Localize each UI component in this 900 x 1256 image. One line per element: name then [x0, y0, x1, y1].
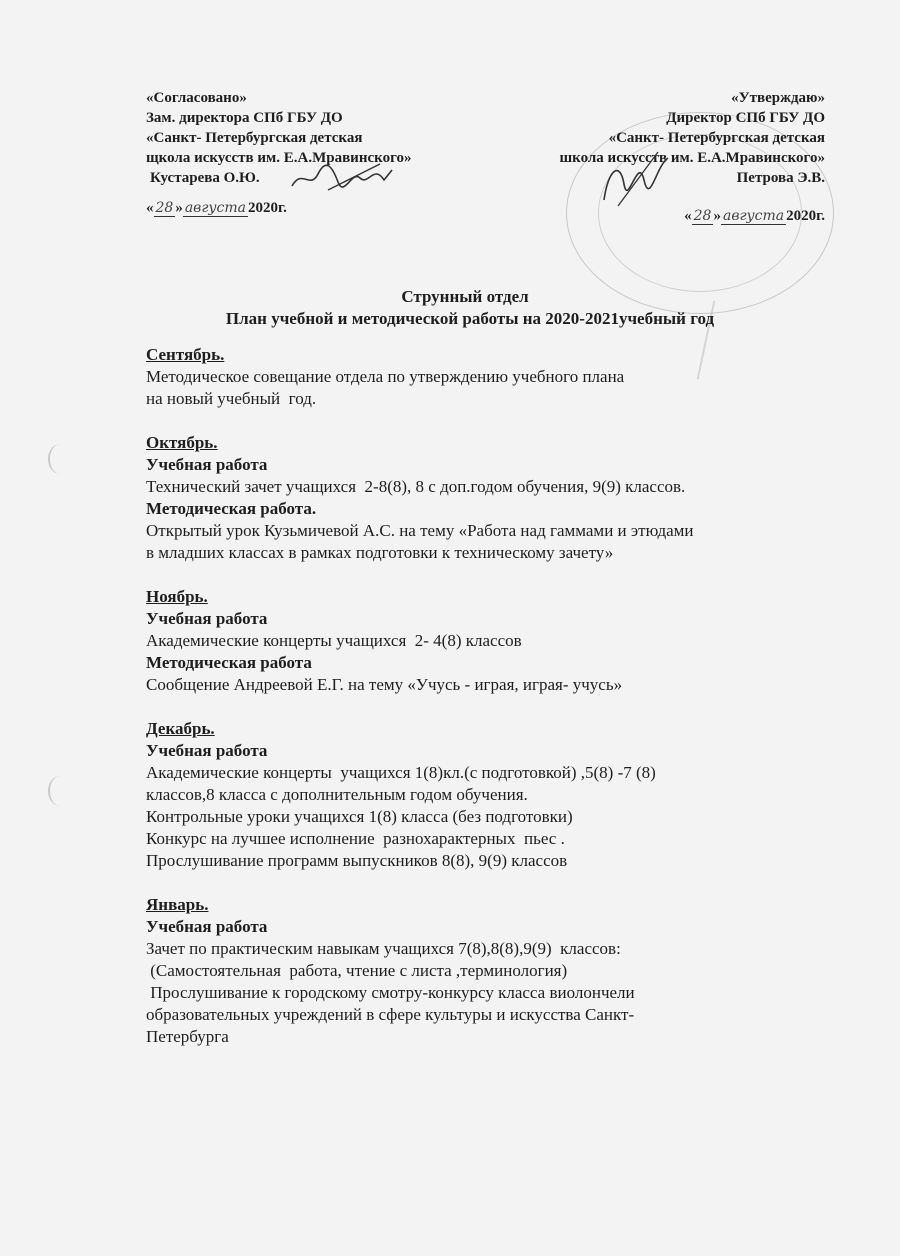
- october-method-text: Открытый урок Кузьмичевой А.С. на тему «Работа над гаммами и этюдами в младших классах в рамках подготовки к техническому зачету»: [146, 521, 694, 562]
- month-heading-november: Ноябрь.: [146, 587, 208, 606]
- agreed-date-day: 28: [155, 200, 174, 216]
- approved-position: Директор СПб ГБУ ДО: [666, 110, 825, 126]
- november-method-heading: Методическая работа: [146, 653, 312, 672]
- approved-org-line1: «Санкт- Петербургская детская: [608, 130, 825, 146]
- approved-date-month: августа: [722, 208, 785, 224]
- agreed-date-year: 2020г.: [247, 200, 287, 216]
- month-heading-january: Январь.: [146, 895, 209, 914]
- approved-signer-name: Петрова Э.В.: [736, 170, 825, 186]
- november-method-text: Сообщение Андреевой Е.Г. на тему «Учусь - играя, играя- учусь»: [146, 675, 623, 694]
- approved-date-day: 28: [693, 208, 712, 224]
- agreed-signer-name: Кустарева О.Ю.: [150, 170, 260, 186]
- approved-date-open-quote: «: [684, 208, 692, 224]
- december-study-heading: Учебная работа: [146, 741, 268, 760]
- approved-signature: [598, 150, 678, 210]
- binder-hole-top: [48, 444, 72, 474]
- november-study-heading: Учебная работа: [146, 609, 268, 628]
- document-title: [0, 286, 900, 330]
- agreed-date: [146, 200, 287, 217]
- january-study-text: Зачет по практическим навыкам учащихся 7(8),8(8),9(9) классов: (Самостоятельная работа, чтение с листа ,терминология) Прослушивание к городскому смотру-конкурсу класса виолончели образовательных учреждений в сфере культуры и искусства Санкт- Петербурга: [146, 939, 635, 1046]
- department-title: Струнный отдел: [401, 287, 529, 306]
- october-study-heading: Учебная работа: [146, 455, 268, 474]
- approved-org-line2: школа искусств им. Е.А.Мравинского»: [559, 150, 825, 166]
- november-study-text: Академические концерты учащихся 2- 4(8) классов: [146, 631, 522, 650]
- october-method-heading: Методическая работа.: [146, 499, 317, 518]
- september-text: Методическое совещание отдела по утверждению учебного плана на новый учебный год.: [146, 367, 625, 408]
- month-heading-december: Декабрь.: [146, 719, 215, 738]
- approved-date: [684, 208, 825, 225]
- agreed-position: Зам. директора СПб ГБУ ДО: [146, 110, 343, 126]
- agreed-date-open-quote: «: [146, 200, 154, 216]
- month-heading-october: Октябрь.: [146, 433, 218, 452]
- agreed-org-line1: «Санкт- Петербургская детская: [146, 130, 363, 146]
- approved-date-close-quote: »: [713, 208, 721, 224]
- agreed-date-month: августа: [184, 200, 246, 216]
- agreed-date-close-quote: »: [175, 200, 183, 216]
- approved-date-year: 2020г.: [786, 208, 825, 224]
- agreed-org-line2: щкола искусств им. Е.А.Мравинского»: [146, 150, 412, 166]
- agreed-signature: [288, 160, 398, 196]
- plan-title: План учебной и методической работы на 2020-2021учебный год: [225, 309, 715, 328]
- january-study-heading: Учебная работа: [146, 917, 268, 936]
- plan-content: [146, 344, 846, 1048]
- month-heading-september: Сентябрь.: [146, 345, 225, 364]
- december-study-text: Академические концерты учащихся 1(8)кл.(с подготовкой) ,5(8) -7 (8) классов,8 класса с дополнительным годом обучения. Контрольные уроки учащихся 1(8) класса (без подготовки) Конкурс на лучшее исполнение разнохарактерных пьес . Прослушивание программ выпускников 8(8), 9(9) классов: [146, 763, 656, 870]
- october-study-text: Технический зачет учащихся 2-8(8), 8 с доп.годом обучения, 9(9) классов.: [146, 477, 686, 496]
- agreed-heading: «Согласовано»: [146, 90, 247, 106]
- approved-heading: «Утверждаю»: [731, 90, 825, 106]
- binder-hole-bottom: [48, 776, 72, 806]
